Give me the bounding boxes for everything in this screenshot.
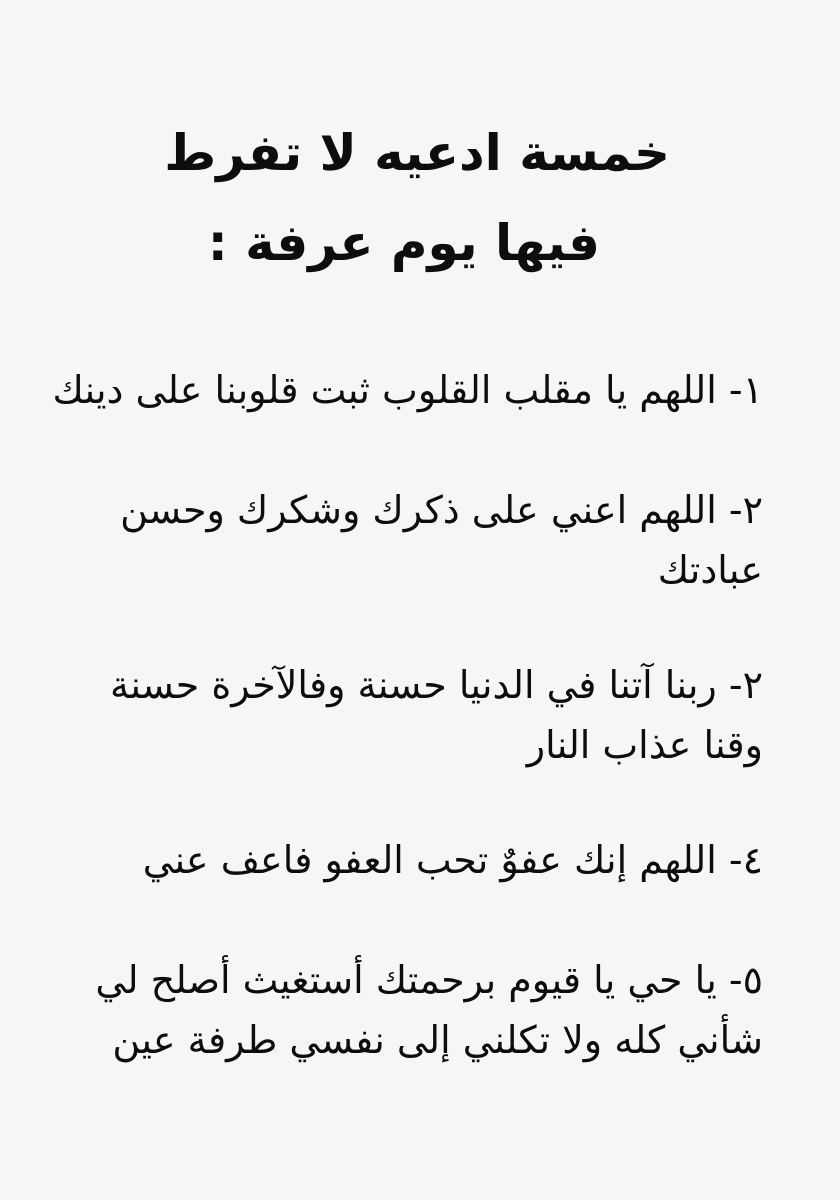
- page-title: [90, 108, 670, 288]
- dua-item-2: [18, 480, 763, 600]
- dua-item-1: [18, 360, 763, 420]
- dua-item-4: [18, 830, 763, 890]
- dua-5-line-1: ٥- يا حي يا قيوم برحمتك أستغيث أصلح لي: [95, 958, 763, 1002]
- dua-2-line-1: ٢- اللهم اعني على ذكرك وشكرك وحسن: [120, 488, 763, 532]
- dua-3-line-1: ٢- ربنا آتنا في الدنيا حسنة وفالآخرة حسنة: [110, 663, 763, 707]
- dua-1-line-1: ١- اللهم يا مقلب القلوب ثبت قلوبنا على دينك: [52, 368, 763, 412]
- dua-3-line-2: وقنا عذاب النار: [526, 723, 763, 767]
- dua-item-3: [18, 655, 763, 775]
- dua-4-line-1: ٤- اللهم إنك عفوٌ تحب العفو فاعف عني: [142, 838, 763, 882]
- dua-item-5: [18, 950, 763, 1070]
- dua-5-line-2: شأني كله ولا تكلني إلى نفسي طرفة عين: [112, 1018, 763, 1062]
- dua-2-line-2: عبادتك: [657, 548, 763, 592]
- title-line-2: فيها يوم عرفة :: [207, 214, 600, 272]
- title-line-1: خمسة ادعيه لا تفرط: [164, 124, 670, 182]
